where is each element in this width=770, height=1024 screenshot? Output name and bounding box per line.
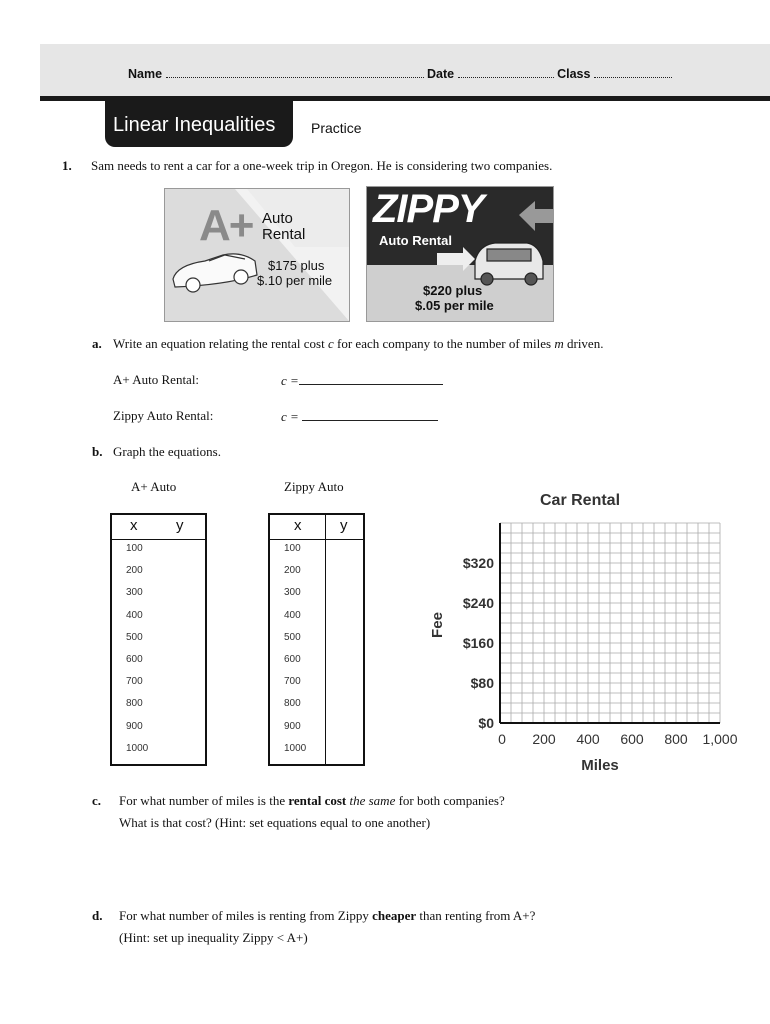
- aplus-x-value: 200: [126, 565, 143, 577]
- zippy-price-1: $220 plus: [423, 283, 483, 298]
- aplus-equation: [281, 372, 443, 389]
- column-divider: [325, 515, 326, 764]
- part-a-prompt: [113, 336, 603, 352]
- aplus-logo: A+: [199, 201, 253, 250]
- zippy-x-value: 400: [284, 609, 301, 621]
- name-label: Name: [128, 67, 163, 81]
- part-a-text-2: for each company to the number of miles: [333, 336, 555, 351]
- part-b-letter: b.: [92, 444, 103, 459]
- aplus-name-2: Rental: [262, 226, 306, 243]
- col-x: x: [294, 517, 302, 534]
- chart-title: Car Rental: [539, 492, 621, 509]
- y-tick-label: $0: [478, 715, 494, 731]
- table1-title: A+ Auto: [131, 479, 177, 494]
- zippy-eq-prefix: c =: [281, 409, 299, 424]
- x-tick-label: 200: [532, 731, 556, 747]
- zippy-x-value: 300: [284, 587, 301, 599]
- page-title: Linear Inequalities: [113, 114, 276, 136]
- part-a-text-1: Write an equation relating the rental cost: [113, 336, 328, 351]
- problem-number: 1.: [62, 158, 72, 173]
- zippy-x-value: 200: [284, 565, 301, 577]
- col-y: y: [340, 517, 348, 534]
- aplus-x-value: 300: [126, 587, 143, 599]
- aplus-x-value: 400: [126, 609, 143, 621]
- zippy-table: [268, 513, 365, 766]
- zippy-x-value: 700: [284, 676, 301, 688]
- zippy-x-value: 600: [284, 654, 301, 665]
- aplus-ad: [164, 188, 350, 322]
- aplus-x-value: 600: [126, 654, 143, 665]
- aplus-price-1: $175 plus: [268, 258, 325, 273]
- part-c-text-2: for both companies?: [395, 793, 505, 808]
- header-fields: [128, 67, 672, 81]
- part-c-text-1: For what number of miles is the: [119, 793, 289, 808]
- arrow-left-icon: [519, 201, 553, 231]
- x-tick-label: 800: [664, 731, 688, 747]
- x-axis-label: Miles: [581, 757, 619, 774]
- col-y: y: [176, 517, 184, 534]
- y-tick-label: $320: [462, 555, 494, 571]
- aplus-table-header: [112, 515, 205, 540]
- zippy-x-value: 100: [284, 543, 301, 554]
- car-icon: [475, 243, 543, 285]
- part-d-text-1: For what number of miles is renting from Zippy: [119, 908, 373, 923]
- part-a-text-3: driven.: [563, 336, 604, 351]
- aplus-ad-graphic: [165, 189, 349, 321]
- part-d-letter: d.: [92, 908, 103, 923]
- y-tick-label: $80: [470, 675, 494, 691]
- class-label: Class: [557, 67, 591, 81]
- problem-text: Sam needs to rent a car for a one-week trip in Oregon. He is considering two companies.: [91, 158, 553, 173]
- zippy-logo: ZIPPY: [373, 187, 484, 231]
- aplus-eq-prefix: c =: [281, 373, 299, 388]
- zippy-equation: [281, 408, 438, 425]
- zippy-table-header: [270, 515, 363, 540]
- col-x: x: [130, 517, 138, 534]
- part-a-letter: a.: [92, 336, 102, 351]
- zippy-x-value: 800: [284, 698, 301, 710]
- y-tick-label: $160: [462, 635, 494, 651]
- aplus-x-value: 700: [126, 676, 143, 688]
- zippy-name: Auto Rental: [379, 233, 452, 248]
- date-field[interactable]: [458, 76, 554, 78]
- part-d-bold: cheaper: [372, 908, 417, 923]
- zippy-equation-label: Zippy Auto Rental:: [113, 408, 214, 423]
- name-field[interactable]: [166, 76, 424, 78]
- aplus-price-2: $.10 per mile: [257, 273, 333, 288]
- date-label: Date: [427, 67, 455, 81]
- zippy-price-2: $.05 per mile: [415, 298, 494, 313]
- x-tick-label: 400: [576, 731, 600, 747]
- zippy-equation-blank[interactable]: [302, 408, 438, 421]
- aplus-x-value: 1000: [126, 742, 149, 754]
- zippy-ad: [366, 186, 554, 322]
- x-tick-label: 600: [620, 731, 644, 747]
- aplus-equation-blank[interactable]: [299, 372, 443, 385]
- aplus-name-1: Auto: [262, 210, 293, 227]
- page-subtitle: Practice: [311, 120, 362, 136]
- part-c-letter: c.: [92, 793, 102, 808]
- zippy-x-value: 900: [284, 720, 301, 732]
- car-rental-chart: [420, 485, 740, 780]
- part-d-text-2: than renting from A+?: [416, 908, 536, 923]
- part-c-line2: What is that cost? (Hint: set equations equal to one another): [119, 815, 431, 830]
- part-d-line1: [119, 908, 535, 924]
- zippy-x-value: 1000: [284, 742, 307, 754]
- part-c-bold: rental cost: [288, 793, 347, 808]
- aplus-x-value: 900: [126, 720, 143, 732]
- table2-title: Zippy Auto: [284, 479, 344, 494]
- var-m: m: [554, 336, 564, 351]
- part-c-italic: the same: [346, 793, 396, 808]
- zippy-x-value: 500: [284, 631, 301, 643]
- x-tick-label: 0: [498, 731, 506, 747]
- y-tick-label: $240: [462, 595, 494, 611]
- aplus-x-value: 500: [126, 631, 143, 643]
- part-c-line1: [119, 793, 505, 809]
- aplus-x-value: 800: [126, 698, 143, 710]
- y-axis-label: Fee: [429, 612, 446, 638]
- class-field[interactable]: [594, 76, 672, 78]
- arrow-right-icon: [437, 247, 475, 271]
- aplus-equation-label: A+ Auto Rental:: [113, 372, 200, 387]
- aplus-x-value: 100: [126, 543, 143, 554]
- part-d-line2: (Hint: set up inequality Zippy < A+): [119, 930, 308, 945]
- part-b-text: Graph the equations.: [113, 444, 221, 459]
- aplus-table: [110, 513, 207, 766]
- var-c: c: [327, 336, 334, 351]
- x-tick-label: 1,000: [702, 731, 738, 747]
